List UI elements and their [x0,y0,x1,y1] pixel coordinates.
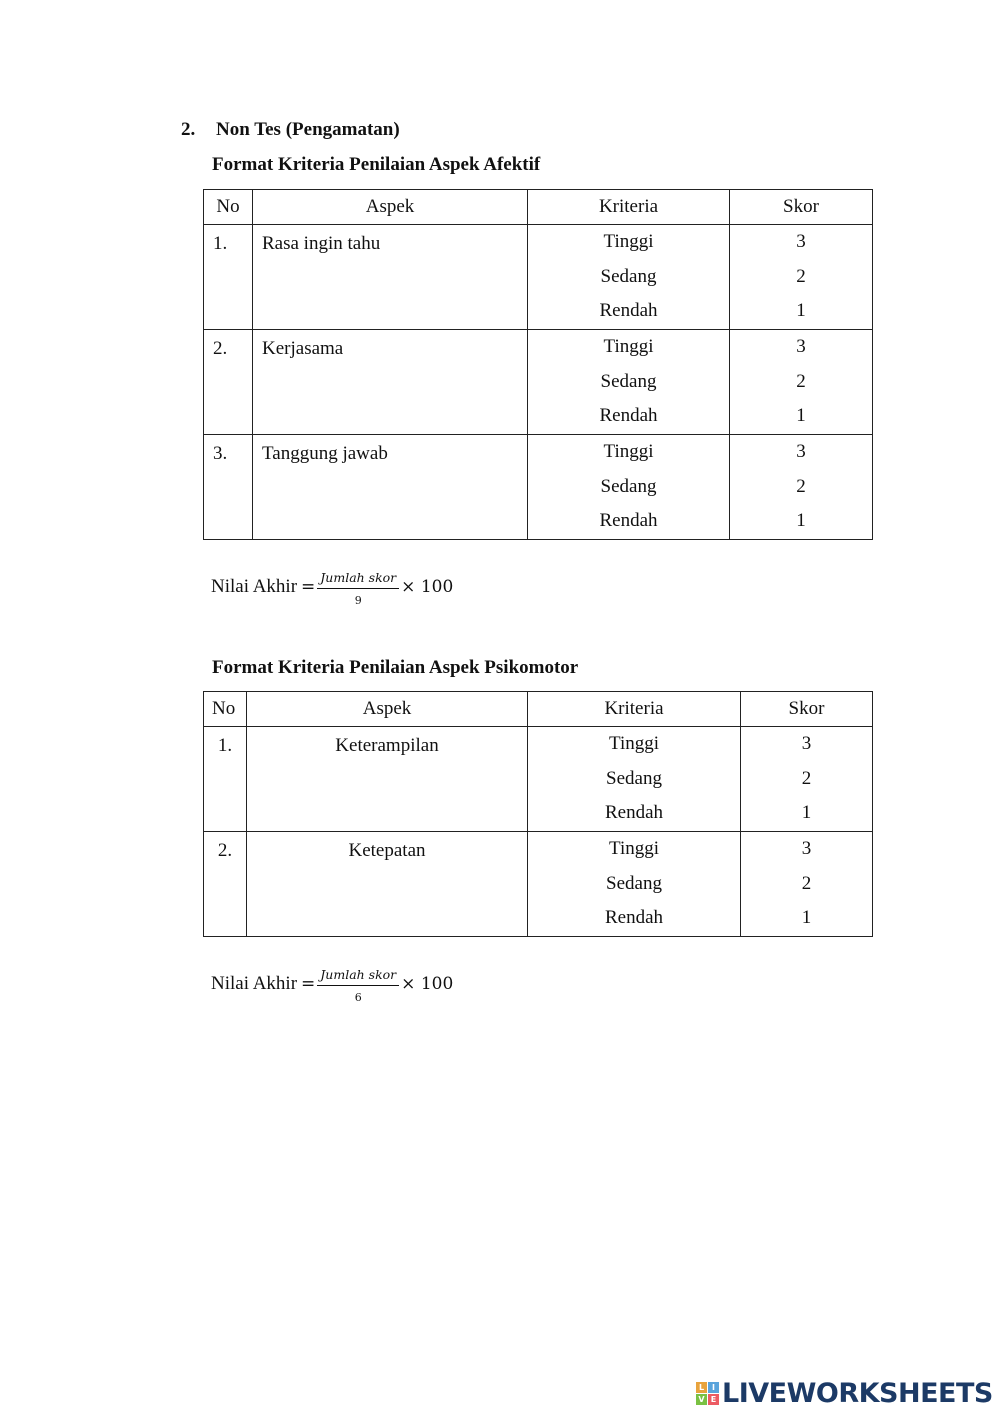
row-kriteria [528,435,730,540]
header-no: No [204,190,253,225]
row-number-text: 1. [217,735,233,756]
kriteria-level: Rendah [599,405,658,426]
formula-denominator: 9 [354,593,362,607]
skor-value: 1 [796,300,806,321]
kriteria-level: Tinggi [603,231,654,252]
psikomotor-table [203,691,873,937]
kriteria-level: Tinggi [609,733,659,754]
row-aspek [253,435,528,540]
table-row [204,435,873,540]
formula-equals: = [301,577,316,597]
row-number [204,435,253,540]
kriteria-level: Sedang [606,872,662,894]
header-skor: Skor [741,692,873,727]
row-skor [730,435,873,540]
skor-value: 3 [796,231,806,252]
kriteria-level: Sedang [600,265,657,287]
formula-multiplier: × 100 [401,974,454,994]
kriteria-level: Sedang [600,370,657,392]
header-kriteria: Kriteria [528,692,741,727]
psikomotor-formula [211,966,454,1004]
section-number: 2. [181,119,196,140]
logo-letter-e: E [708,1394,719,1405]
afektif-table-title: Format Kriteria Penilaian Aspek Afektif [212,154,541,175]
section-heading [181,119,400,141]
logo-letter-l: L [696,1382,707,1393]
header-aspek: Aspek [247,692,528,727]
formula-label: Nilai Akhir [211,973,298,994]
logo-letter-v: V [696,1394,707,1405]
formula-numerator: Jumlah skor [317,570,399,589]
table-header-row [204,692,873,727]
skor-value: 2 [801,872,812,894]
skor-value: 2 [796,265,806,287]
table-row [204,225,873,330]
table-row [204,832,873,937]
row-aspek [253,225,528,330]
table-header-row [204,190,873,225]
afektif-formula [211,569,454,607]
row-number-text: 3. [213,443,228,464]
logo-letter-i: I [708,1382,719,1393]
row-skor [730,330,873,435]
kriteria-level: Sedang [600,475,657,497]
row-skor [741,727,873,832]
section-title: Non Tes (Pengamatan) [216,119,400,140]
skor-value: 2 [801,767,812,789]
row-number [204,225,253,330]
row-number [204,330,253,435]
header-aspek: Aspek [253,190,528,225]
liveworksheets-icon [696,1382,719,1405]
row-number-text: 2. [213,338,228,359]
skor-value: 3 [796,441,806,462]
row-aspek [253,330,528,435]
formula-fraction [317,966,399,1004]
skor-value: 3 [801,733,812,754]
skor-value: 2 [796,475,806,497]
row-aspek-text: Kerjasama [262,338,344,359]
formula-denominator: 6 [354,990,362,1004]
table-row [204,727,873,832]
skor-value: 3 [796,336,806,357]
formula-label: Nilai Akhir [211,576,298,597]
skor-value: 1 [796,405,806,426]
formula-fraction [317,569,399,607]
kriteria-level: Rendah [604,907,664,928]
skor-value: 1 [796,510,806,531]
header-no: No [204,692,247,727]
row-kriteria [528,832,741,937]
kriteria-level: Tinggi [603,441,654,462]
row-aspek-text: Tanggung jawab [262,443,388,464]
row-number [204,832,247,937]
table-row [204,330,873,435]
row-number [204,727,247,832]
kriteria-level: Rendah [599,510,658,531]
kriteria-level: Tinggi [603,336,654,357]
row-aspek [247,832,528,937]
row-number-text: 2. [217,840,233,861]
header-kriteria: Kriteria [528,190,730,225]
row-aspek-text: Rasa ingin tahu [262,233,381,254]
skor-value: 1 [801,907,812,928]
row-kriteria [528,727,741,832]
row-kriteria [528,330,730,435]
row-skor [730,225,873,330]
row-aspek-text: Keterampilan [335,735,439,756]
kriteria-level: Rendah [599,300,658,321]
skor-value: 3 [801,838,812,859]
afektif-table [203,189,873,540]
formula-equals: = [301,974,316,994]
header-skor: Skor [730,190,873,225]
psikomotor-table-title: Format Kriteria Penilaian Aspek Psikomotor [212,657,579,678]
skor-value: 1 [801,802,812,823]
kriteria-level: Sedang [606,767,662,789]
row-aspek [247,727,528,832]
kriteria-level: Rendah [604,802,664,823]
kriteria-level: Tinggi [609,838,659,859]
row-kriteria [528,225,730,330]
formula-multiplier: × 100 [401,577,454,597]
liveworksheets-wordmark: LIVEWORKSHEETS [722,1378,993,1409]
formula-numerator: Jumlah skor [317,967,399,986]
liveworksheets-logo [696,1378,993,1409]
row-aspek-text: Ketepatan [348,840,426,861]
row-number-text: 1. [213,233,228,254]
skor-value: 2 [796,370,806,392]
row-skor [741,832,873,937]
